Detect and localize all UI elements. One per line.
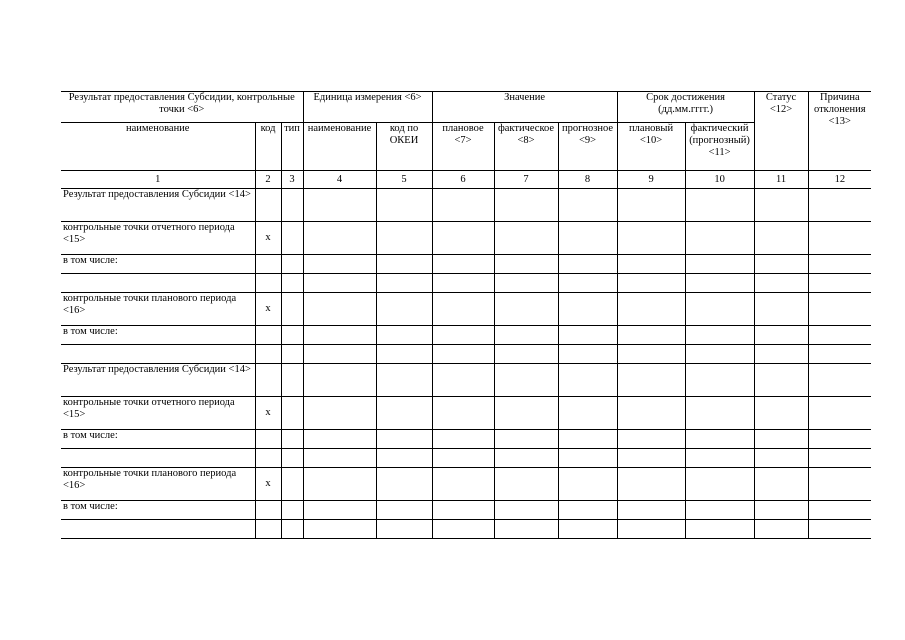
empty-cell	[685, 255, 754, 274]
empty-cell	[281, 345, 303, 364]
table-row	[61, 364, 871, 397]
empty-cell	[754, 189, 808, 222]
empty-cell	[376, 520, 432, 539]
row-code-cell: x	[255, 468, 281, 501]
empty-cell	[281, 364, 303, 397]
empty-cell	[432, 255, 494, 274]
empty-cell	[558, 189, 617, 222]
empty-cell	[808, 364, 871, 397]
column-number: 10	[685, 171, 754, 189]
empty-cell	[685, 501, 754, 520]
empty-cell	[808, 501, 871, 520]
empty-cell	[617, 397, 685, 430]
row-label: в том числе:	[61, 501, 255, 520]
table-row	[61, 449, 871, 468]
column-number: 7	[494, 171, 558, 189]
empty-cell	[685, 345, 754, 364]
column-number: 2	[255, 171, 281, 189]
empty-cell	[432, 364, 494, 397]
empty-cell	[281, 255, 303, 274]
empty-cell	[303, 364, 376, 397]
empty-cell	[754, 326, 808, 345]
column-number: 8	[558, 171, 617, 189]
empty-cell	[685, 364, 754, 397]
empty-cell	[303, 449, 376, 468]
empty-cell	[617, 222, 685, 255]
empty-cell	[685, 293, 754, 326]
empty-cell	[754, 520, 808, 539]
empty-cell	[281, 501, 303, 520]
column-number: 1	[61, 171, 255, 189]
row-label: в том числе:	[61, 430, 255, 449]
empty-cell	[685, 520, 754, 539]
empty-cell	[376, 430, 432, 449]
header-col-term-actual: фактический (прогнозный) <11>	[685, 123, 754, 171]
empty-cell	[808, 274, 871, 293]
empty-cell	[432, 345, 494, 364]
empty-cell	[558, 326, 617, 345]
row-label: в том числе:	[61, 255, 255, 274]
row-code-cell: x	[255, 397, 281, 430]
empty-cell	[432, 501, 494, 520]
empty-cell	[685, 397, 754, 430]
empty-cell	[303, 189, 376, 222]
empty-cell	[494, 468, 558, 501]
table-row	[61, 189, 871, 222]
empty-cell	[494, 364, 558, 397]
empty-cell	[303, 326, 376, 345]
empty-cell	[754, 293, 808, 326]
empty-cell	[376, 397, 432, 430]
empty-cell	[494, 274, 558, 293]
table-row	[61, 222, 871, 255]
header-status: Статус <12>	[754, 92, 808, 171]
empty-cell	[281, 293, 303, 326]
header-reason: Причина отклонения <13>	[808, 92, 871, 171]
empty-cell	[432, 397, 494, 430]
empty-cell	[685, 222, 754, 255]
empty-cell	[494, 222, 558, 255]
empty-cell	[808, 326, 871, 345]
empty-cell	[617, 430, 685, 449]
empty-cell	[281, 520, 303, 539]
empty-cell	[303, 501, 376, 520]
empty-cell	[432, 430, 494, 449]
row-code-cell	[255, 520, 281, 539]
empty-cell	[281, 468, 303, 501]
empty-cell	[376, 468, 432, 501]
empty-cell	[281, 449, 303, 468]
empty-cell	[617, 345, 685, 364]
empty-cell	[432, 222, 494, 255]
header-col-forecast: прогнозное <9>	[558, 123, 617, 171]
table-row	[61, 520, 871, 539]
empty-cell	[558, 449, 617, 468]
header-value-group: Значение	[432, 92, 617, 123]
empty-cell	[376, 501, 432, 520]
row-label: контрольные точки отчетного периода <15>	[61, 397, 255, 430]
empty-cell	[376, 449, 432, 468]
column-number: 9	[617, 171, 685, 189]
empty-cell	[376, 222, 432, 255]
empty-cell	[617, 255, 685, 274]
table-row	[61, 501, 871, 520]
column-number: 12	[808, 171, 871, 189]
empty-cell	[808, 430, 871, 449]
row-code-cell	[255, 430, 281, 449]
empty-cell	[376, 345, 432, 364]
header-col-term-planned: плановый <10>	[617, 123, 685, 171]
row-label	[61, 449, 255, 468]
empty-cell	[617, 293, 685, 326]
empty-cell	[754, 468, 808, 501]
header-term-group: Срок достижения (дд.мм.гггг.)	[617, 92, 754, 123]
empty-cell	[432, 326, 494, 345]
empty-cell	[685, 468, 754, 501]
empty-cell	[558, 397, 617, 430]
row-label: Результат предоставления Субсидии <14>	[61, 364, 255, 397]
empty-cell	[303, 397, 376, 430]
column-number: 11	[754, 171, 808, 189]
empty-cell	[808, 449, 871, 468]
row-code-cell	[255, 189, 281, 222]
table-row	[61, 274, 871, 293]
empty-cell	[432, 274, 494, 293]
empty-cell	[617, 468, 685, 501]
column-number-row	[61, 171, 871, 189]
empty-cell	[303, 274, 376, 293]
empty-cell	[558, 520, 617, 539]
empty-cell	[303, 345, 376, 364]
empty-cell	[303, 520, 376, 539]
empty-cell	[685, 449, 754, 468]
empty-cell	[808, 189, 871, 222]
empty-cell	[685, 189, 754, 222]
empty-cell	[376, 293, 432, 326]
empty-cell	[303, 468, 376, 501]
empty-cell	[617, 274, 685, 293]
empty-cell	[754, 501, 808, 520]
empty-cell	[808, 468, 871, 501]
header-col-planned: плановое <7>	[432, 123, 494, 171]
column-number: 5	[376, 171, 432, 189]
row-label	[61, 274, 255, 293]
row-label	[61, 520, 255, 539]
empty-cell	[754, 364, 808, 397]
row-code-cell	[255, 326, 281, 345]
empty-cell	[376, 274, 432, 293]
empty-cell	[376, 189, 432, 222]
empty-cell	[754, 449, 808, 468]
header-col-okei: код по ОКЕИ	[376, 123, 432, 171]
empty-cell	[808, 222, 871, 255]
row-code-cell	[255, 345, 281, 364]
header-row-columns	[61, 123, 871, 171]
empty-cell	[494, 520, 558, 539]
header-result-group: Результат предоставления Субсидии, контрольные точки <6>	[61, 92, 303, 123]
empty-cell	[617, 449, 685, 468]
empty-cell	[494, 189, 558, 222]
header-row-groups	[61, 92, 871, 123]
row-label: Результат предоставления Субсидии <14>	[61, 189, 255, 222]
empty-cell	[281, 430, 303, 449]
empty-cell	[754, 222, 808, 255]
header-col-type: тип	[281, 123, 303, 171]
table-row	[61, 326, 871, 345]
empty-cell	[617, 189, 685, 222]
row-code-cell	[255, 449, 281, 468]
table-row	[61, 430, 871, 449]
empty-cell	[281, 274, 303, 293]
row-label: контрольные точки отчетного периода <15>	[61, 222, 255, 255]
empty-cell	[754, 274, 808, 293]
empty-cell	[376, 326, 432, 345]
empty-cell	[754, 430, 808, 449]
row-label	[61, 345, 255, 364]
empty-cell	[494, 449, 558, 468]
row-label: контрольные точки планового периода <16>	[61, 468, 255, 501]
empty-cell	[558, 345, 617, 364]
empty-cell	[432, 189, 494, 222]
row-label: в том числе:	[61, 326, 255, 345]
empty-cell	[754, 345, 808, 364]
empty-cell	[685, 274, 754, 293]
empty-cell	[808, 397, 871, 430]
row-code-cell	[255, 501, 281, 520]
empty-cell	[494, 397, 558, 430]
table-row	[61, 345, 871, 364]
empty-cell	[281, 222, 303, 255]
empty-cell	[558, 255, 617, 274]
empty-cell	[494, 326, 558, 345]
empty-cell	[432, 293, 494, 326]
empty-cell	[303, 255, 376, 274]
empty-cell	[808, 345, 871, 364]
empty-cell	[558, 293, 617, 326]
header-col-unit-name: наименование	[303, 123, 376, 171]
empty-cell	[376, 364, 432, 397]
empty-cell	[494, 345, 558, 364]
header-unit-group: Единица измерения <6>	[303, 92, 432, 123]
empty-cell	[303, 222, 376, 255]
empty-cell	[617, 520, 685, 539]
empty-cell	[754, 255, 808, 274]
header-col-name: наименование	[61, 123, 255, 171]
empty-cell	[494, 501, 558, 520]
empty-cell	[808, 520, 871, 539]
empty-cell	[617, 501, 685, 520]
empty-cell	[754, 397, 808, 430]
table-row	[61, 468, 871, 501]
row-code-cell	[255, 364, 281, 397]
empty-cell	[303, 430, 376, 449]
empty-cell	[494, 293, 558, 326]
empty-cell	[432, 520, 494, 539]
empty-cell	[617, 326, 685, 345]
empty-cell	[432, 468, 494, 501]
empty-cell	[808, 293, 871, 326]
empty-cell	[558, 364, 617, 397]
report-table	[61, 91, 871, 539]
empty-cell	[494, 430, 558, 449]
table-row	[61, 293, 871, 326]
empty-cell	[376, 255, 432, 274]
empty-cell	[558, 501, 617, 520]
empty-cell	[432, 449, 494, 468]
empty-cell	[685, 326, 754, 345]
empty-cell	[685, 430, 754, 449]
empty-cell	[303, 293, 376, 326]
header-col-code: код	[255, 123, 281, 171]
column-number: 3	[281, 171, 303, 189]
empty-cell	[558, 222, 617, 255]
table-row	[61, 397, 871, 430]
row-code-cell	[255, 274, 281, 293]
empty-cell	[281, 326, 303, 345]
row-code-cell: x	[255, 222, 281, 255]
column-number: 6	[432, 171, 494, 189]
row-code-cell: x	[255, 293, 281, 326]
empty-cell	[808, 255, 871, 274]
table-row	[61, 255, 871, 274]
empty-cell	[558, 274, 617, 293]
row-code-cell	[255, 255, 281, 274]
row-label: контрольные точки планового периода <16>	[61, 293, 255, 326]
empty-cell	[617, 364, 685, 397]
empty-cell	[281, 397, 303, 430]
empty-cell	[558, 468, 617, 501]
column-number: 4	[303, 171, 376, 189]
empty-cell	[558, 430, 617, 449]
header-col-actual: фактическое <8>	[494, 123, 558, 171]
empty-cell	[494, 255, 558, 274]
empty-cell	[281, 189, 303, 222]
